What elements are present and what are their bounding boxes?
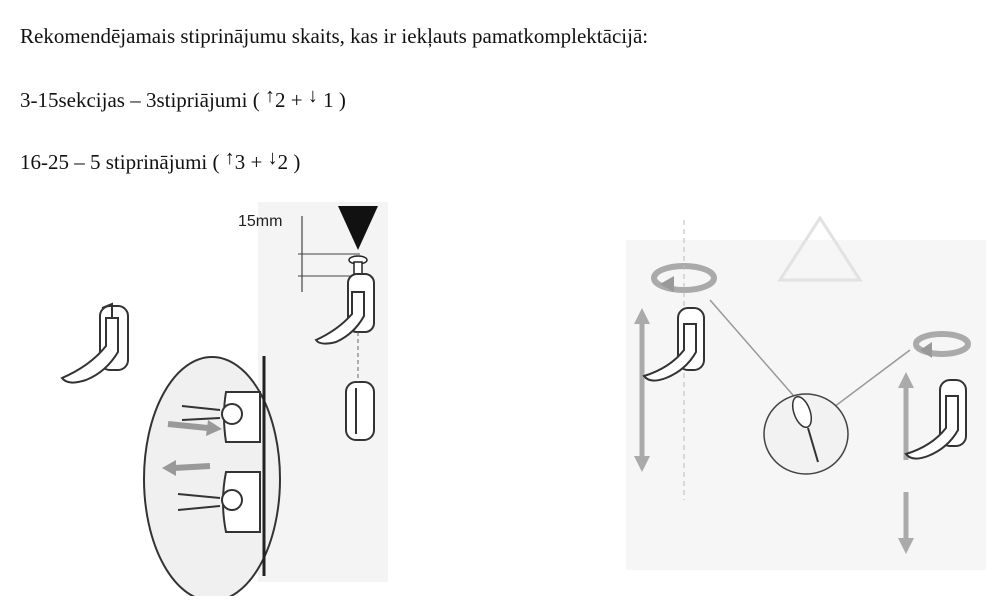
bracket-icon: [62, 304, 128, 383]
up-arrow-icon: ↑: [264, 85, 275, 107]
rule-prefix: 16-25 – 5 stiprinājumi (: [20, 150, 220, 174]
recommendation-heading: [20, 24, 648, 49]
bracket-adjustment-diagram: [620, 200, 990, 570]
plus-sign: +: [250, 150, 263, 174]
rule-suffix: ): [293, 150, 301, 174]
rule-16-25-sections: [20, 147, 301, 175]
dimension-label: 15mm: [238, 213, 283, 230]
rule-3-15-sections: [20, 85, 346, 113]
down-count: 1: [323, 88, 334, 112]
plus-sign: +: [290, 88, 303, 112]
down-arrow-icon: ↓: [267, 147, 278, 169]
push-arrow-icon: [168, 424, 208, 428]
up-count: 2: [274, 88, 286, 112]
detail-magnification: [144, 356, 280, 596]
screwdriver-icon: [764, 394, 848, 474]
up-arrow-icon: ↑: [224, 147, 235, 169]
rule-prefix: 3-15sekcijas – 3stipriājumi (: [20, 88, 260, 112]
recommendation-text: Rekomendējamais stiprinājumu skaits, kas ir iekļauts pamatkomplektācijā:: [20, 24, 649, 48]
down-count: 2: [277, 150, 289, 174]
up-count: 3: [234, 150, 246, 174]
pull-arrow-icon: [174, 466, 210, 468]
mounted-bracket-bottom-icon: [346, 382, 374, 440]
rule-suffix: ): [338, 88, 346, 112]
bracket-installation-diagram: [40, 196, 400, 596]
down-arrow-icon: ↓: [307, 85, 318, 107]
